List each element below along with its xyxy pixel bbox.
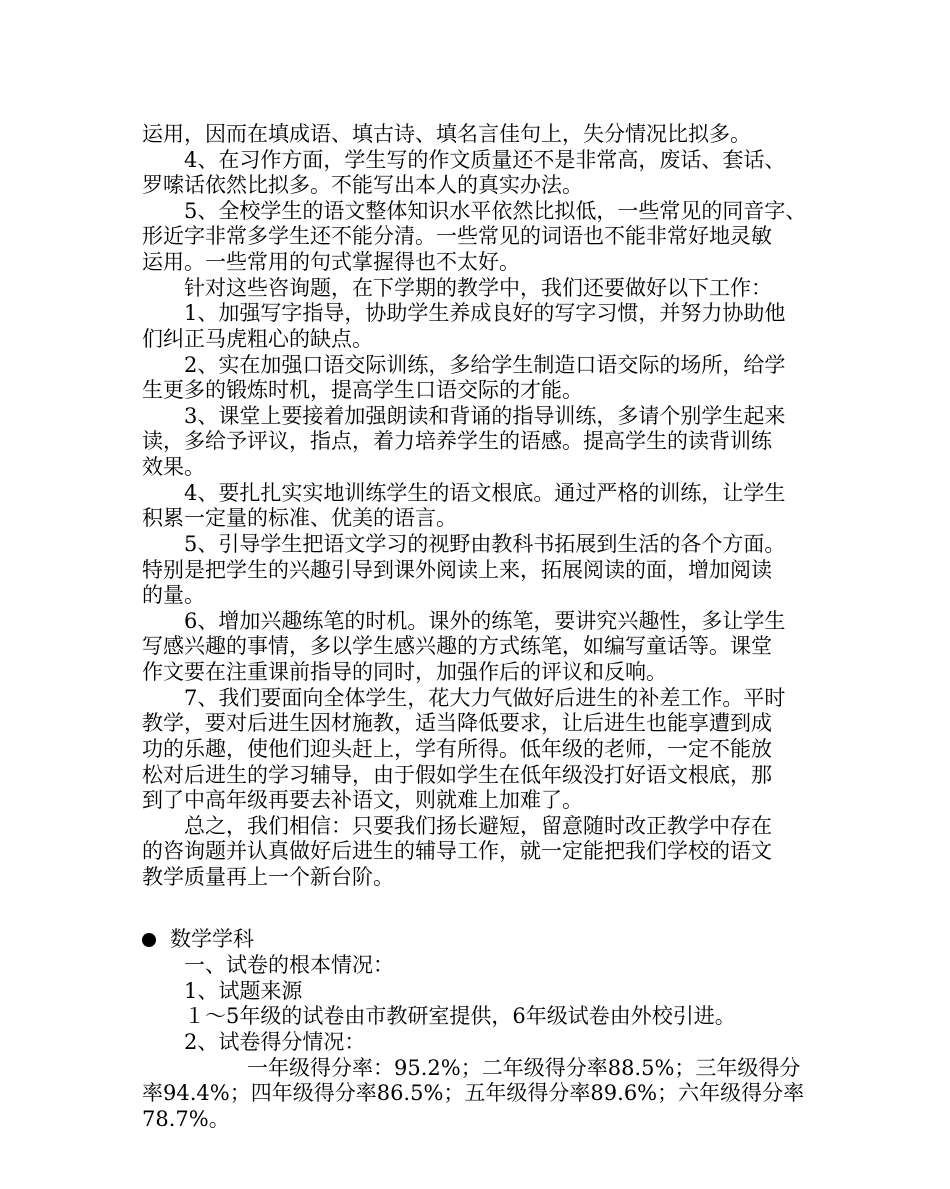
text-line: 到了中高年级再要去补语文，则就难上加难了。 [142,788,583,812]
text-line: 7、我们要面向全体学生，花大力气做好后进生的补差工作。平时 [142,686,786,710]
section-heading-math [142,926,822,952]
text-line: 写感兴趣的事情，多以学生感兴趣的方式练笔，如编写童话等。课堂 [142,634,772,658]
text-line: 特别是把学生的兴趣引导到课外阅读上来，拓展阅读的面，增加阅读 [142,558,772,582]
text-line: 3、课堂上要接着加强朗读和背诵的指导训练，多请个别学生起来 [142,404,786,428]
text-line: 读，多给予评议，指点，着力培养学生的语感。提高学生的读背训练 [142,429,772,453]
text-line: 松对后进生的学习辅导，由于假如学生在低年级没打好语文根底，那 [142,763,772,787]
text-line: 6、增加兴趣练笔的时机。课外的练笔，要讲究兴趣性，多让学生 [142,609,786,633]
text-line: 5、全校学生的语文整体知识水平依然比拟低，一些常见的同音字、 [142,199,807,223]
text-line: 针对这些咨询题，在下学期的教学中，我们还要做好以下工作： [142,276,772,300]
text-line: 运用。一些常用的句式掌握得也不太好。 [142,250,520,274]
text-line: 作文要在注重课前指导的同时，加强作后的评议和反响。 [142,660,667,684]
text-line: 积累一定量的标准、优美的语言。 [142,506,457,530]
text-line: 2、试卷得分情况： [142,1030,366,1054]
text-line: 率94.4%；四年级得分率86.5%；五年级得分率89.6%；六年级得分率 [142,1081,805,1105]
text-line: 一年级得分率：95.2%；二年级得分率88.5%；三年级得分 [142,1056,801,1080]
text-line: 78.7%。 [142,1107,230,1131]
text-line: 1、加强写字指导，协助学生养成良好的写字习惯，并努力协助他 [142,301,786,325]
text-line: 一、试卷的根本情况： [142,953,394,977]
text-line: 罗嗦话依然比拟多。不能写出本人的真实办法。 [142,173,583,197]
text-line: 形近字非常多学生还不能分清。一些常见的词语也不能非常好地灵敏 [142,224,772,248]
text-line: 效果。 [142,455,205,479]
text-line: １～5年级的试卷由市教研室提供，6年级试卷由外校引进。 [142,1004,736,1028]
text-line: 运用，因而在填成语、填古诗、填名言佳句上，失分情况比拟多。 [142,122,751,146]
text-line: 4、在习作方面，学生写的作文质量还不是非常高，废话、套话、 [142,148,786,172]
text-line: 的咨询题并认真做好后进生的辅导工作，就一定能把我们学校的语文 [142,839,772,863]
text-line: 1、试题来源 [142,979,303,1003]
text-line: 功的乐趣，使他们迎头赶上，学有所得。低年级的老师，一定不能放 [142,737,772,761]
text-line: 的量。 [142,583,205,607]
text-line: 4、要扎扎实实地训练学生的语文根底。通过严格的训练，让学生 [142,481,786,505]
text-line: 教学，要对后进生因材施教，适当降低要求，让后进生也能享遭到成 [142,711,772,735]
text-line: 2、实在加强口语交际训练，多给学生制造口语交际的场所，给学 [142,353,786,377]
text-line: 5、引导学生把语文学习的视野由教科书拓展到生活的各个方面。 [142,532,786,556]
text-line: 生更多的锻炼时机，提高学生口语交际的才能。 [142,378,583,402]
bullet-icon [142,933,156,947]
text-line: 教学质量再上一个新台阶。 [142,865,394,889]
section-heading-label: 数学学科 [170,927,254,951]
text-line: 们纠正马虎粗心的缺点。 [142,327,373,351]
text-line: 总之，我们相信：只要我们扬长避短，留意随时改正教学中存在 [142,814,772,838]
